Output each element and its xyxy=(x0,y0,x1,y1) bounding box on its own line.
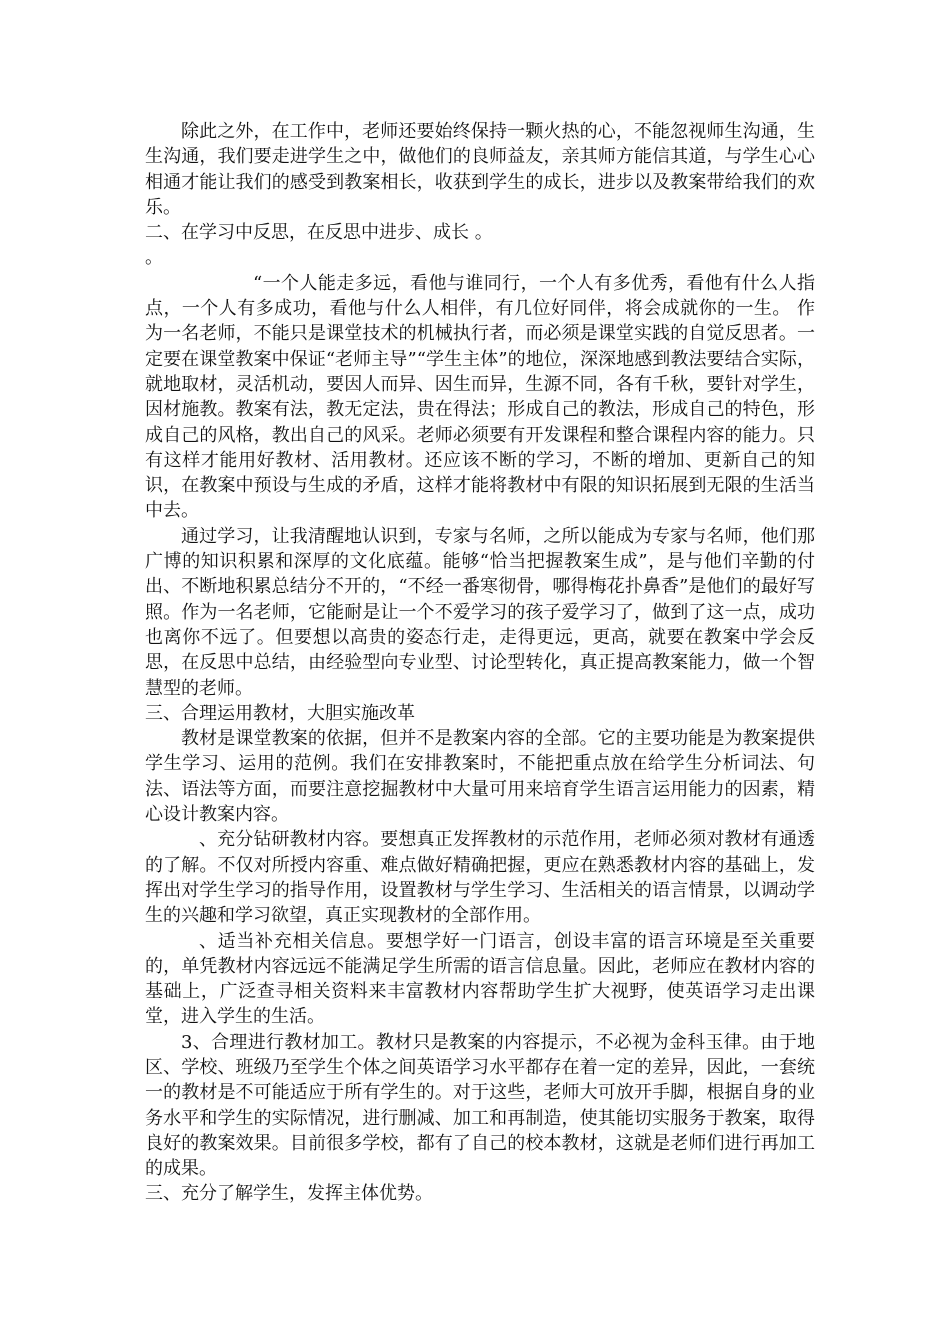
paragraph-study-textbook: 、充分钻研教材内容。要想真正发挥教材的示范作用，老师必须对教材有通透的了解。不仅对所授内容重、难点做好精确把握，更应在熟悉教材内容的基础上，发挥出对学生学习的指导作用，设置教材与学生学习、生活相关的语言情景，以调动学生的兴趣和学习欲望，真正实现教材的全部作用。 xyxy=(145,829,815,927)
section-heading-students: 三、充分了解学生，发挥主体优势。 xyxy=(145,1183,433,1205)
stray-period: 。 xyxy=(145,247,163,269)
paragraph-supplement-info: 、适当补充相关信息。要想学好一门语言，创设丰富的语言环境是至关重要的，单凭教材内容远远不能满足学生所需的语言信息量。因此，老师应在教材内容的基础上，广泛查寻相关资料来丰富教材内容帮助学生扩大视野，使英语学习走出课堂，进入学生的生活。 xyxy=(145,930,815,1028)
paragraph-communication: 除此之外，在工作中，老师还要始终保持一颗火热的心，不能忽视师生沟通，生生沟通，我们要走进学生之中，做他们的良师益友，亲其师方能信其道，与学生心心相通才能让我们的感受到教案相长，收获到学生的成长，进步以及教案带给我们的欢乐。 xyxy=(145,121,815,218)
section-heading-textbook: 三、合理运用教材，大胆实施改革 xyxy=(145,702,415,724)
paragraph-textbook-basis: 教材是课堂教案的依据，但并不是教案内容的全部。它的主要功能是为教案提供学生学习、运用的范例。我们在安排教案时，不能把重点放在给学生分析词法、句法、语法等方面，而要注意挖掘教材中大量可用来培育学生语言运用能力的因素，精心设计教案内容。 xyxy=(145,728,815,826)
document-body xyxy=(145,119,815,1207)
section-heading-reflection: 二、在学习中反思，在反思中进步、成长 。 xyxy=(145,222,493,244)
paragraph-textbook-processing: 3、合理进行教材加工。教材只是教案的内容提示，不必视为金科玉律。由于地区、学校、班级乃至学生个体之间英语学习水平都存在着一定的差异，因此，一套统一的教材是不可能适应于所有学生的。对于这些，老师大可放开手脚，根据自身的业务水平和学生的实际情况，进行删减、加工和再制造，使其能切实服务于教案，取得良好的教案效果。目前很多学校，都有了自己的校本教材，这就是老师们进行再加工的成果。 xyxy=(145,1031,815,1180)
paragraph-experts: 通过学习，让我清醒地认识到，专家与名师，之所以能成为专家与名师，他们那广博的知识积累和深厚的文化底蕴。能够“恰当把握教案生成”，是与他们辛勤的付出、不断地积累总结分不开的，“不经一番寒彻骨，哪得梅花扑鼻香”是他们的最好写照。作为一名老师，它能耐是让一个不爱学习的孩子爱学习了，做到了这一点，成功也离你不远了。但要想以高贵的姿态行走，走得更远，更高，就要在教案中学会反思，在反思中总结，由经验型向专业型、讨论型转化，真正提高教案能力，做一个智慧型的老师。 xyxy=(145,525,815,699)
paragraph-reflection: “一个人能走多远，看他与谁同行，一个人有多优秀，看他有什么人指点，一个人有多成功，看他与什么人相伴，有几位好同伴，将会成就你的一生。 作为一名老师，不能只是课堂技术的机械执行者，而必须是课堂实践的自觉反思者。一定要在课堂教案中保证“老师主导”“学生主体”的地位，深深地感到教法要结合实际，就地取材，灵活机动，要因人而异、因生而异，生源不同，各有千秋，要针对学生，因材施教。教案有法，教无定法，贵在得法；形成自己的教法，形成自己的特色，形成自己的风格，教出自己的风采。老师必须要有开发课程和整合课程内容的能力。只有这样才能用好教材、活用教材。还应该不断的学习，不断的增加、更新自己的知识，在教案中预设与生成的矛盾，这样才能将教材中有限的知识拓展到无限的生活当中去。 xyxy=(145,272,815,522)
